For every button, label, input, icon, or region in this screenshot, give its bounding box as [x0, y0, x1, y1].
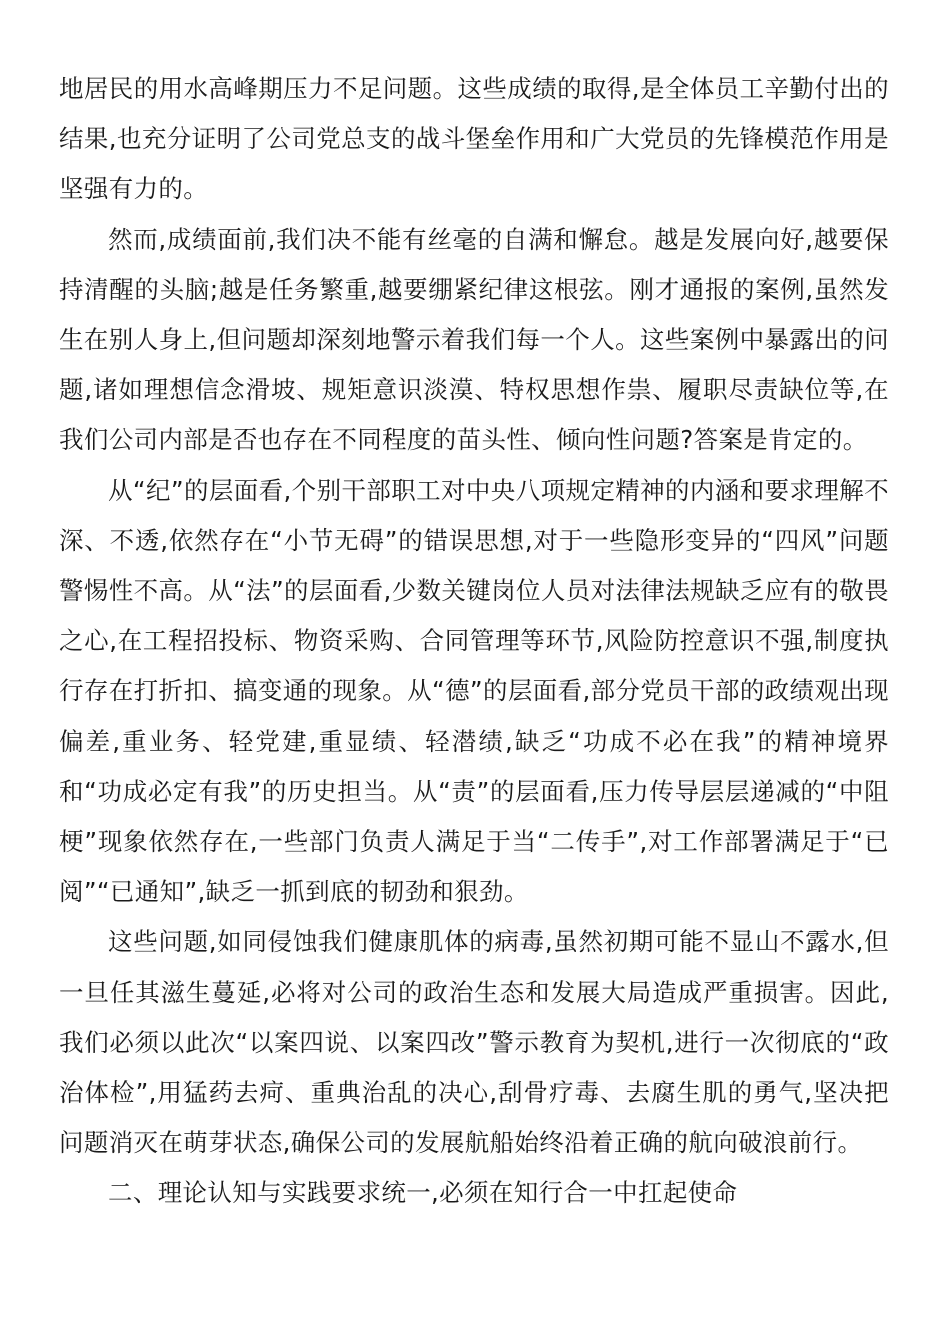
- paragraph-problem-analysis: 从“纪”的层面看,个别干部职工对中央八项规定精神的内涵和要求理解不深、不透,依然存在“小节无碍”的错误思想,对于一些隐形变异的“四风”问题警惕性不高。从“法”的层面看,少数关键岗位人员对法律法规缺乏应有的敬畏之心,在工程招投标、物资采购、合同管理等环节,风险防控意识不强,制度执行存在打折扣、搞变通的现象。从“德”的层面看,部分党员干部的政绩观出现偏差,重业务、轻党建,重显绩、轻潜绩,缺乏“功成不必在我”的精神境界和“功成必定有我”的历史担当。从“责”的层面看,压力传导层层递减的“中阻梗”现象依然存在,一些部门负责人满足于当“二传手”,对工作部署满足于“已阅”“已通知”,缺乏一抓到底的韧劲和狠劲。: [59, 475, 889, 907]
- paragraph-continuation: 地居民的用水高峰期压力不足问题。这些成绩的取得,是全体员工辛勤付出的结果,也充分证明了公司党总支的战斗堡垒作用和广大党员的先锋模范作用是坚强有力的。: [59, 74, 889, 204]
- document-page: [59, 64, 889, 1219]
- paragraph-self-reflection: 然而,成绩面前,我们决不能有丝毫的自满和懈怠。越是发展向好,越要保持清醒的头脑;越是任务繁重,越要绷紧纪律这根弦。刚才通报的案例,虽然发生在别人身上,但问题却深刻地警示着我们每一个人。这些案例中暴露出的问题,诸如理想信念滑坡、规矩意识淡漠、特权思想作祟、履职尽责缺位等,在我们公司内部是否也存在不同程度的苗头性、倾向性问题?答案是肯定的。: [59, 224, 889, 455]
- section-heading: 二、理论认知与实践要求统一,必须在知行合一中扛起使命: [108, 1178, 738, 1208]
- paragraph-conclusion: 这些问题,如同侵蚀我们健康肌体的病毒,虽然初期可能不显山不露水,但一旦任其滋生蔓延,必将对公司的政治生态和发展大局造成严重损害。因此,我们必须以此次“以案四说、以案四改”警示教育为契机,进行一次彻底的“政治体检”,用猛药去疴、重典治乱的决心,刮骨疗毒、去腐生肌的勇气,坚决把问题消灭在萌芽状态,确保公司的发展航船始终沿着正确的航向破浪前行。: [59, 927, 889, 1158]
